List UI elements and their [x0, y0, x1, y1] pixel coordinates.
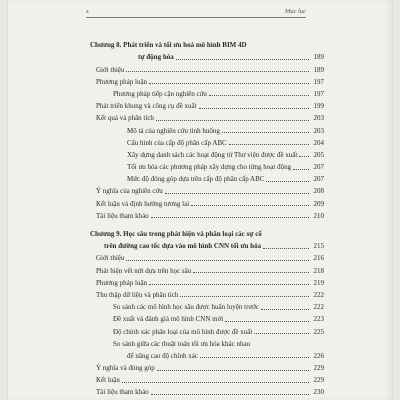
toc-entry-page: 203 — [313, 126, 324, 135]
toc-entry — [90, 195, 324, 207]
toc-entry-page: 230 — [313, 388, 324, 397]
dot-leader — [261, 309, 309, 310]
toc-entry — [90, 110, 324, 122]
toc-entry — [90, 287, 324, 299]
toc-entry — [90, 159, 324, 171]
toc-entry-label: để nâng cao độ chính xác — [127, 351, 198, 360]
toc-entry-label: Phương pháp tiếp cận nghiên cứu — [113, 89, 207, 98]
chapter-9-title-line2: trên đường cao tốc dựa vào mô hình CNN tối ưu hóa — [104, 242, 262, 251]
chapter-8-entries — [90, 61, 324, 219]
dot-leader — [149, 284, 309, 285]
toc-entry-label: Xây dựng danh sách các hoạt động từ Thư viện được đề xuất — [127, 150, 298, 159]
toc-entry — [90, 384, 324, 396]
toc-entry-label: Ý nghĩa của nghiên cứu — [96, 187, 163, 196]
table-of-contents — [90, 37, 324, 396]
toc-entry-label: Ý nghĩa và đóng góp — [96, 364, 155, 373]
toc-entry-label: So sánh các mô hình học sâu được huấn luyện trước — [113, 303, 260, 312]
chapter-9-entries — [90, 250, 324, 396]
dot-leader — [126, 260, 309, 261]
dot-leader — [254, 333, 309, 334]
toc-entry-page: 210 — [313, 211, 324, 220]
dot-leader — [151, 217, 309, 218]
toc-entry-label: Mức độ đóng góp dựa trên cấp độ phân cấp ABC — [127, 175, 265, 184]
toc-entry-page: 189 — [313, 65, 324, 74]
toc-entry — [90, 183, 324, 195]
toc-entry-page: 222 — [313, 290, 324, 299]
dot-leader — [157, 370, 309, 371]
toc-entry-page: 208 — [313, 187, 324, 196]
toc-entry-label: So sánh giữa các thuật toán tối ưu hóa khác nhau — [113, 339, 251, 348]
dot-leader — [263, 248, 309, 249]
toc-entry — [90, 208, 324, 220]
dot-leader — [149, 83, 309, 84]
dot-leader — [191, 205, 309, 206]
toc-entry-label: Độ chính xác phân loại của mô hình được đề xuất — [113, 327, 253, 336]
toc-entry — [90, 360, 324, 372]
toc-entry — [90, 262, 324, 274]
toc-entry-label: Phương pháp luận — [96, 278, 148, 287]
toc-entry — [90, 311, 324, 323]
toc-entry-page: 205 — [313, 150, 324, 159]
toc-entry-page: 204 — [313, 138, 324, 147]
header-title: Mục lục — [284, 8, 306, 15]
toc-entry-label: Tối ưu hóa các phương pháp xây dựng cho từng hoạt động — [127, 163, 292, 172]
toc-entry — [90, 147, 324, 159]
dot-leader — [151, 394, 309, 395]
toc-entry-label: Đề xuất và đánh giá mô hình CNN mới — [113, 315, 224, 324]
header-rule — [86, 17, 306, 18]
dot-leader — [222, 132, 309, 133]
toc-entry-label: Phát triển khung và công cụ đề xuất — [96, 102, 197, 111]
toc-entry — [90, 275, 324, 287]
dot-leader — [199, 108, 309, 109]
dot-leader — [176, 59, 309, 60]
toc-entry-label: Kết luận — [96, 376, 120, 385]
toc-entry-label: Tài liệu tham khảo — [96, 388, 149, 397]
toc-entry-page: 223 — [313, 315, 324, 324]
dot-leader — [266, 181, 309, 182]
toc-entry-label: Tài liệu tham khảo — [96, 211, 149, 220]
dot-leader — [229, 144, 309, 145]
toc-entry-page: 199 — [313, 102, 324, 111]
toc-entry-label: Giới thiệu — [96, 254, 125, 263]
book-page — [8, 0, 392, 400]
toc-entry — [90, 323, 324, 335]
dot-leader — [165, 193, 309, 194]
toc-entry-label: Phát hiện vết nứt dựa trên học sâu — [96, 266, 192, 275]
chapter-8-title: Chương 8. Phát triển và tối ưu hoá mô hình BIM 4D — [90, 41, 247, 50]
toc-entry-label: Cấu hình của cấp độ phân cấp ABC — [127, 138, 227, 147]
toc-entry-label: Thu thập dữ liệu và phân tích — [96, 290, 179, 299]
toc-entry-label: Kết luận và định hướng tương lai — [96, 199, 190, 208]
toc-entry-label: Kết quả và phân tích — [96, 114, 154, 123]
toc-entry — [90, 250, 324, 262]
toc-entry-page: 203 — [313, 114, 324, 123]
toc-entry — [90, 74, 324, 86]
toc-entry-page: 229 — [313, 364, 324, 373]
toc-entry-label: Giới thiệu — [96, 65, 125, 74]
chapter-8-heading-cont — [90, 49, 324, 61]
dot-leader — [200, 357, 309, 358]
dot-leader — [193, 272, 309, 273]
dot-leader — [293, 169, 309, 170]
chapter-9-title: Chương 9. Học sâu trong phát hiện và phân loại các sự cố — [90, 230, 262, 238]
toc-entry — [90, 348, 324, 360]
chapter-9-heading-cont — [90, 238, 324, 250]
chapter-9-heading — [90, 226, 324, 238]
toc-entry — [90, 135, 324, 147]
toc-entry — [90, 299, 324, 311]
dot-leader — [225, 321, 309, 322]
toc-entry — [90, 98, 324, 110]
chapter-8-heading — [90, 37, 324, 49]
dot-leader — [299, 156, 309, 157]
chapter-9-page: 215 — [313, 242, 324, 251]
toc-entry-page: 219 — [313, 278, 324, 287]
toc-entry-page: 222 — [313, 303, 324, 312]
header-page-number: x — [86, 8, 89, 15]
dot-leader — [180, 296, 309, 297]
toc-entry-page: 209 — [313, 199, 324, 208]
toc-entry-label: Phương pháp luận — [96, 77, 148, 86]
toc-entry-page: 218 — [313, 266, 324, 275]
toc-entry-page: 216 — [313, 254, 324, 263]
dot-leader — [156, 120, 309, 121]
dot-leader — [122, 382, 309, 383]
toc-entry — [90, 171, 324, 183]
chapter-8-title-line2: tự động hóa — [138, 53, 174, 62]
toc-entry-page: 197 — [313, 89, 324, 98]
toc-entry-page: 207 — [313, 175, 324, 184]
toc-entry — [90, 372, 324, 384]
dot-leader — [126, 71, 309, 72]
toc-entry-page: 207 — [313, 163, 324, 172]
toc-entry-page: 225 — [313, 327, 324, 336]
toc-entry — [90, 336, 324, 348]
toc-entry — [90, 61, 324, 73]
chapter-8-page: 189 — [313, 53, 324, 62]
toc-entry-page: 197 — [313, 77, 324, 86]
toc-entry — [90, 86, 324, 98]
toc-entry-page: 226 — [313, 351, 324, 360]
dot-leader — [209, 95, 309, 96]
toc-entry — [90, 122, 324, 134]
toc-entry-label: Mô tả của nghiên cứu tình huống — [127, 126, 220, 135]
toc-entry-page: 229 — [313, 376, 324, 385]
